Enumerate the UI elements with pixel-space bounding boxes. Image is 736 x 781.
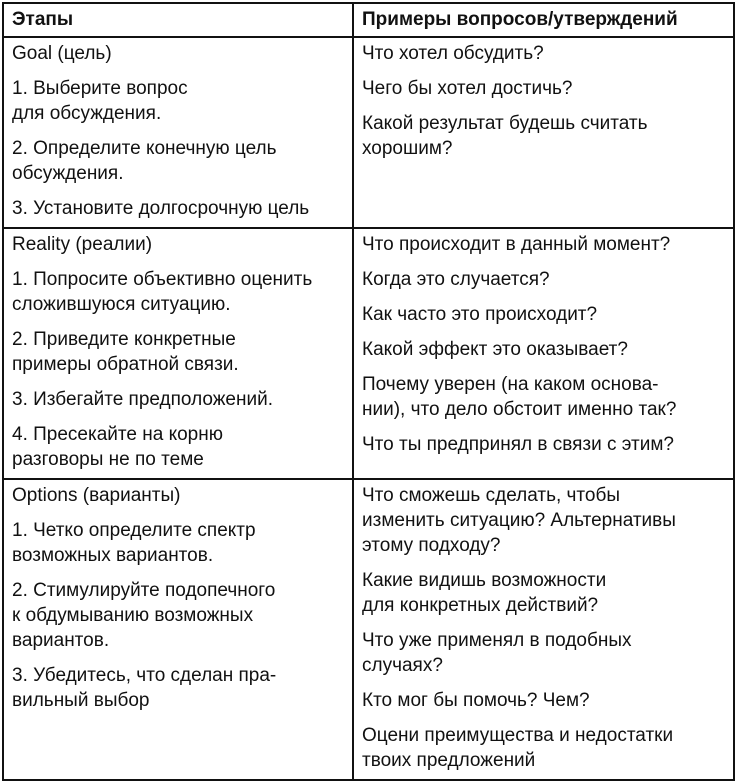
stage-title: Reality (реалии) [12, 234, 153, 255]
stage-step: 3. Убедитесь, что сделан пра- вильный выбор [12, 665, 277, 711]
example-question: Что хотел обсудить? [362, 43, 544, 64]
header-examples: Примеры вопросов/утверждений [353, 3, 734, 37]
stage-title: Options (варианты) [12, 485, 181, 506]
stage-step: 1. Попросите объективно оценить сложившуюся ситуацию. [12, 269, 313, 315]
examples-cell [353, 479, 734, 780]
stage-row [3, 479, 734, 780]
examples-cell [353, 228, 734, 479]
stage-step: 1. Четко определите спектр возможных вариантов. [12, 520, 256, 566]
example-question: Что сможешь сделать, чтобы изменить ситуацию? Альтернативы этому подходу? [362, 485, 676, 556]
example-question: Кто мог бы помочь? Чем? [362, 690, 590, 711]
example-question: Когда это случается? [362, 269, 550, 290]
stage-step: 3. Установите долгосрочную цель [12, 198, 310, 219]
stage-row [3, 37, 734, 228]
example-question: Что происходит в данный момент? [362, 234, 671, 255]
examples-cell [353, 37, 734, 228]
stage-row [3, 228, 734, 479]
example-question: Как часто это происходит? [362, 304, 598, 325]
example-question: Что уже применял в подобных случаях? [362, 630, 632, 676]
stage-cell [3, 37, 353, 228]
stage-title: Goal (цель) [12, 43, 112, 64]
example-question: Оцени преимущества и недостатки твоих предложений [362, 725, 674, 771]
stage-step: 2. Приведите конкретные примеры обратной связи. [12, 329, 239, 375]
example-question: Чего бы хотел достичь? [362, 78, 573, 99]
coaching-stages-table [2, 2, 735, 781]
stage-step: 2. Стимулируйте подопечного к обдумыванию возможных вариантов. [12, 580, 276, 651]
stage-cell [3, 228, 353, 479]
stage-step: 4. Пресекайте на корню разговоры не по теме [12, 424, 223, 470]
stage-step: 2. Определите конечную цель обсуждения. [12, 138, 277, 184]
stage-step: 3. Избегайте предположений. [12, 389, 273, 410]
header-stages: Этапы [3, 3, 353, 37]
example-question: Что ты предпринял в связи с этим? [362, 434, 674, 455]
example-question: Какой эффект это оказывает? [362, 339, 628, 360]
stage-step: 1. Выберите вопрос для обсуждения. [12, 78, 188, 124]
example-question: Почему уверен (на каком основа- нии), что дело обстоит именно так? [362, 374, 677, 420]
example-question: Какой результат будешь считать хорошим? [362, 113, 648, 159]
example-question: Какие видишь возможности для конкретных действий? [362, 570, 607, 616]
stage-cell [3, 479, 353, 780]
header-row [3, 3, 734, 37]
